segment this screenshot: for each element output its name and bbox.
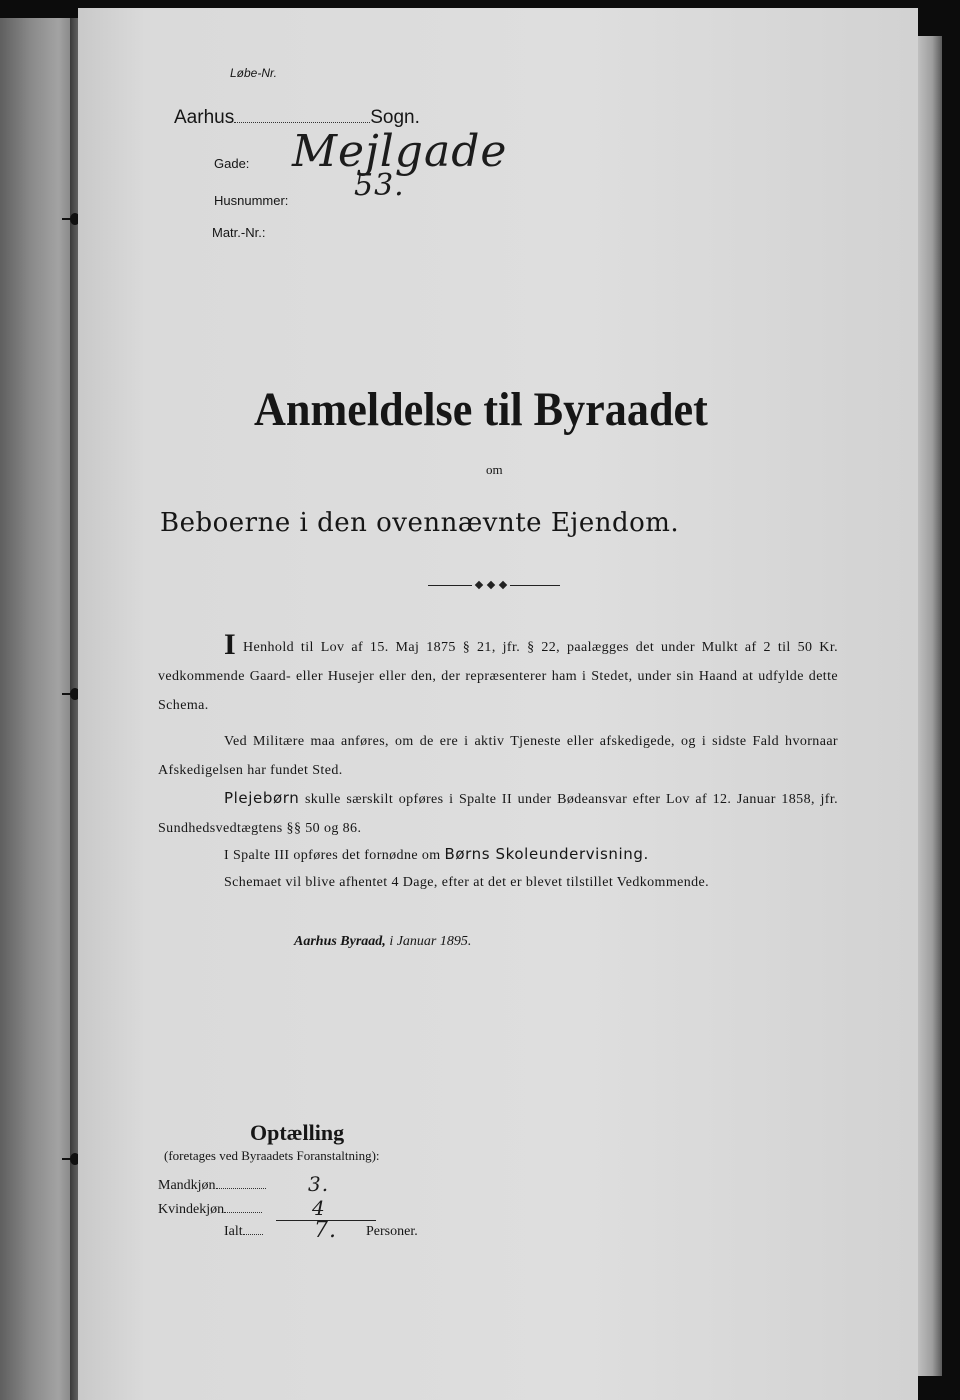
- total-handwritten-value: 7.: [314, 1218, 337, 1243]
- document-title: Anmeldelse til Byraadet: [254, 383, 708, 436]
- persons-label: Personer.: [366, 1224, 418, 1239]
- husnummer-handwritten-value: 53.: [354, 168, 405, 203]
- plejeborn-text: skulle særskilt opføres i Spalte II under Bødeansvar efter Lov af 12. Januar 1858, jfr. Sundhedsvedtægtens §§ 50 og 86.: [158, 792, 839, 836]
- signature-line: [294, 934, 471, 950]
- paragraph-skoleundervisning: [158, 840, 838, 870]
- matr-nr-label: Matr.-Nr.:: [212, 225, 266, 240]
- total-label: Ialt: [224, 1224, 243, 1239]
- document-page: [78, 8, 918, 1400]
- count-heading: Optælling: [250, 1120, 345, 1145]
- paragraph-henhold-text: Henhold til Lov af 15. Maj 1875 § 21, jfr. § 22, paalægges det under Mulkt af 2 til 50 Kr. vedkommende Gaard- eller Husejer eller den, der repræsenterer ham i Stedet, under sin Haand at udfylde dette Schema.: [158, 640, 839, 713]
- skole-emphasis: Børns Skoleundervisning.: [444, 845, 649, 863]
- gade-handwritten-value: Mejlgade: [292, 126, 508, 177]
- sogn-label: Sogn.: [370, 107, 420, 128]
- female-dots: [224, 1212, 262, 1213]
- paragraph-henhold: [158, 630, 838, 720]
- female-row: [158, 1202, 262, 1218]
- right-page-edge: [918, 36, 942, 1376]
- total-dots: [243, 1234, 263, 1235]
- female-handwritten-value: 4: [312, 1196, 326, 1220]
- title-connector: om: [486, 462, 503, 477]
- plejeborn-lead: Plejebørn: [224, 789, 300, 807]
- total-row: [224, 1224, 263, 1240]
- lobe-nr-label: Løbe-Nr.: [230, 66, 277, 80]
- signature-date: i Januar 1895.: [389, 934, 472, 949]
- ornament-divider: [428, 581, 560, 591]
- paragraph-plejeborn: [158, 784, 838, 843]
- city-name: Aarhus: [174, 107, 235, 128]
- paragraph-militaere: Ved Militære maa anføres, om de ere i aktiv Tjeneste eller afskedigede, og i sidste Fald hvornaar Afskedigelsen har fundet Sted.: [158, 734, 838, 778]
- gade-label: Gade:: [214, 156, 250, 171]
- paragraph-schemaet: [158, 868, 838, 897]
- drop-initial: I: [224, 628, 237, 661]
- male-label: Mandkjøn: [158, 1178, 216, 1193]
- count-note: (foretages ved Byraadets Foranstaltning):: [164, 1148, 380, 1163]
- schemaet-text: Schemaet vil blive afhentet 4 Dage, efter at det er blevet tilstillet Vedkommende.: [224, 875, 710, 890]
- male-handwritten-value: 3.: [308, 1172, 330, 1196]
- male-row: [158, 1178, 266, 1194]
- sogn-fill-line: [234, 104, 370, 123]
- signature-org: Aarhus Byraad,: [294, 934, 386, 949]
- left-page-edge: [0, 18, 78, 1400]
- skole-text: I Spalte III opføres det fornødne om: [224, 848, 441, 863]
- female-label: Kvindekjøn: [158, 1202, 225, 1217]
- husnummer-label: Husnummer:: [214, 193, 289, 208]
- document-subtitle: Beboerne i den ovennævnte Ejendom.: [160, 508, 680, 538]
- male-dots: [216, 1188, 266, 1189]
